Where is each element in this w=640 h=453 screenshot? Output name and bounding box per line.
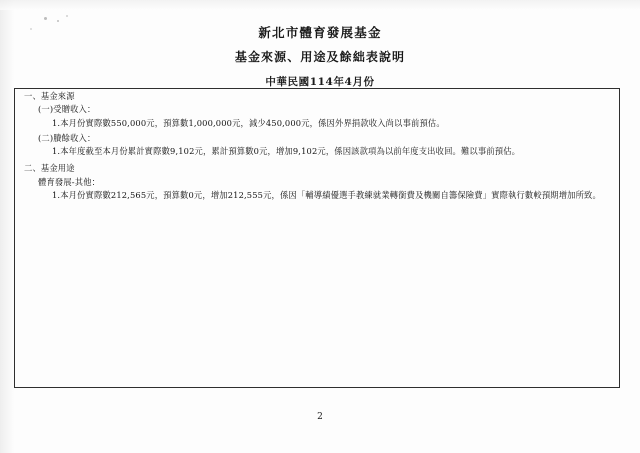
section-heading-funding-source: 一、基金來源 [24, 91, 75, 101]
scan-speck [44, 17, 47, 20]
scan-speck [57, 20, 59, 22]
subsection-line-surplus-income-1: 1.本年度截至本月份累計實際數9,102元，累計預算數0元，增加9,102元，係因該款項為以前年度支出收回。難以事前預估。 [52, 146, 521, 157]
section-heading-funding-use: 二、基金用途 [24, 163, 75, 174]
document-body [24, 92, 614, 206]
page-number: 2 [317, 412, 323, 422]
subsection-line-donation-income-1: 1.本月份實際數550,000元，預算數1,000,000元，減少450,000元，係因外界捐款收入尚以事前預估。 [52, 117, 445, 128]
document-period: 中華民國114年4月份 [265, 75, 375, 88]
subsection-label-sports-other: 體育發展-其他： [38, 176, 101, 187]
subsection-label-surplus-income: (二)賸餘收入： [38, 132, 96, 143]
subsection-label-donation-income: (一)受贈收入： [38, 104, 96, 115]
scan-edge-top [0, 0, 640, 10]
scan-speck [66, 15, 68, 17]
document-title: 新北市體育發展基金 [258, 25, 382, 40]
subsection-line-sports-other-1: 1.本月份實際數212,565元，預算數0元，增加212,555元，係因「輔導績優選手教練就業轉銜費及機關自籌保險費」實際執行數較預期增加所致。 [52, 190, 601, 201]
document-subtitle: 基金來源、用途及餘絀表說明 [234, 49, 406, 64]
document-header [0, 26, 640, 89]
